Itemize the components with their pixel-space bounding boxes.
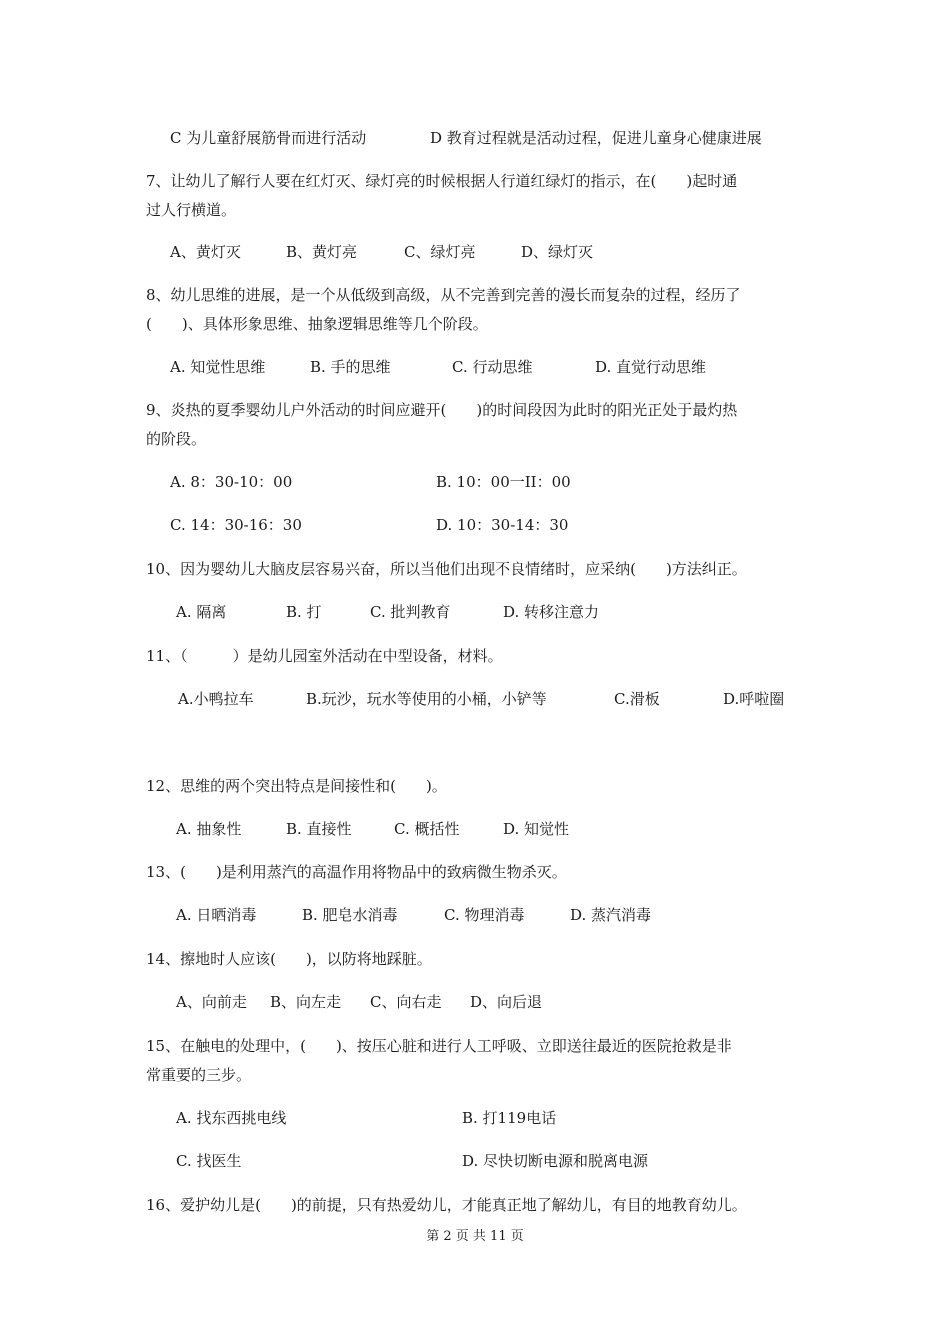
q11-option-d: D.呼啦圈	[723, 690, 785, 708]
q11-option-c: C.滑板	[614, 690, 660, 708]
q9-option-d: D. 10：30-14：30	[436, 516, 569, 534]
q10-option-b: B. 打	[286, 603, 322, 621]
q15-option-a: A. 找东西挑电线	[176, 1109, 287, 1127]
q16-stem: 16、爱护幼儿是( )的前提，只有热爱幼儿，才能真正地了解幼儿，有目的地教育幼儿。	[146, 1196, 747, 1214]
q12-stem: 12、思维的两个突出特点是间接性和( )。	[146, 777, 447, 795]
q12-option-c: C. 概括性	[394, 820, 460, 838]
q8-option-d: D. 直觉行动思维	[595, 358, 707, 376]
q13-option-c: C. 物理消毒	[444, 906, 525, 924]
q7-option-c: C、绿灯亮	[404, 243, 476, 261]
q11-stem: 11、（ ）是幼儿园室外活动在中型设备，材料。	[146, 647, 503, 665]
q8-option-c: C. 行动思维	[452, 358, 533, 376]
q12-option-b: B. 直接性	[286, 820, 352, 838]
q14-option-d: D、向后退	[470, 993, 543, 1011]
q9-option-b: B. 10：00一II：00	[436, 473, 571, 491]
q14-option-b: B、向左走	[270, 993, 342, 1011]
q8-stem-line2: ( )、具体形象思维、抽象逻辑思维等几个阶段。	[146, 315, 488, 333]
q6-option-d: D 教育过程就是活动过程，促进儿童身心健康进展	[430, 129, 762, 147]
q8-stem-line1: 8、幼儿思维的进展，是一个从低级到高级，从不完善到完善的漫长而复杂的过程，经历了	[146, 286, 741, 304]
q9-stem-line1: 9、炎热的夏季婴幼儿户外活动的时间应避开( )的时间段因为此时的阳光正处于最灼热	[146, 401, 738, 419]
q13-option-a: A. 日晒消毒	[176, 906, 257, 924]
q10-stem: 10、因为婴幼儿大脑皮层容易兴奋，所以当他们出现不良情绪时，应采纳( )方法纠正。	[146, 560, 747, 578]
q11-option-a: A.小鸭拉车	[178, 690, 254, 708]
q15-stem-line1: 15、在触电的处理中，( )、按压心脏和进行人工呼吸、立即送往最近的医院抢救是非	[146, 1037, 732, 1055]
q13-stem: 13、( )是利用蒸汽的高温作用将物品中的致病微生物杀灭。	[146, 863, 567, 881]
q10-option-a: A. 隔离	[176, 603, 227, 621]
q13-option-d: D. 蒸汽消毒	[570, 906, 652, 924]
q12-option-d: D. 知觉性	[503, 820, 570, 838]
q10-option-d: D. 转移注意力	[503, 603, 600, 621]
q14-option-c: C、向右走	[370, 993, 442, 1011]
page-number-footer: 第 2 页 共 11 页	[426, 1229, 524, 1244]
q15-option-d: D. 尽快切断电源和脱离电源	[462, 1152, 649, 1170]
q7-option-d: D、绿灯灭	[521, 243, 594, 261]
q10-option-c: C. 批判教育	[370, 603, 451, 621]
q7-stem-line1: 7、让幼儿了解行人要在红灯灭、绿灯亮的时候根据人行道红绿灯的指示，在( )起时通	[146, 172, 738, 190]
q11-option-b: B.玩沙，玩水等使用的小桶，小铲等	[306, 690, 547, 708]
q15-option-c: C. 找医生	[176, 1152, 242, 1170]
q15-stem-line2: 常重要的三步。	[146, 1066, 252, 1084]
q7-option-a: A、黄灯灭	[170, 243, 241, 261]
q8-option-a: A. 知觉性思维	[170, 358, 266, 376]
q7-stem-line2: 过人行横道。	[146, 201, 237, 219]
q9-stem-line2: 的阶段。	[146, 430, 207, 448]
q14-stem: 14、擦地时人应该( )，以防将地踩脏。	[146, 950, 432, 968]
q14-option-a: A、向前走	[176, 993, 247, 1011]
q9-option-a: A. 8：30-10：00	[170, 473, 293, 491]
q6-option-c: C 为儿童舒展筋骨而进行活动	[170, 129, 367, 147]
q8-option-b: B. 手的思维	[310, 358, 391, 376]
q7-option-b: B、黄灯亮	[286, 243, 358, 261]
q15-option-b: B. 打119电话	[462, 1109, 557, 1127]
q9-option-c: C. 14：30-16：30	[170, 516, 302, 534]
q13-option-b: B. 肥皂水消毒	[302, 906, 398, 924]
q12-option-a: A. 抽象性	[176, 820, 242, 838]
